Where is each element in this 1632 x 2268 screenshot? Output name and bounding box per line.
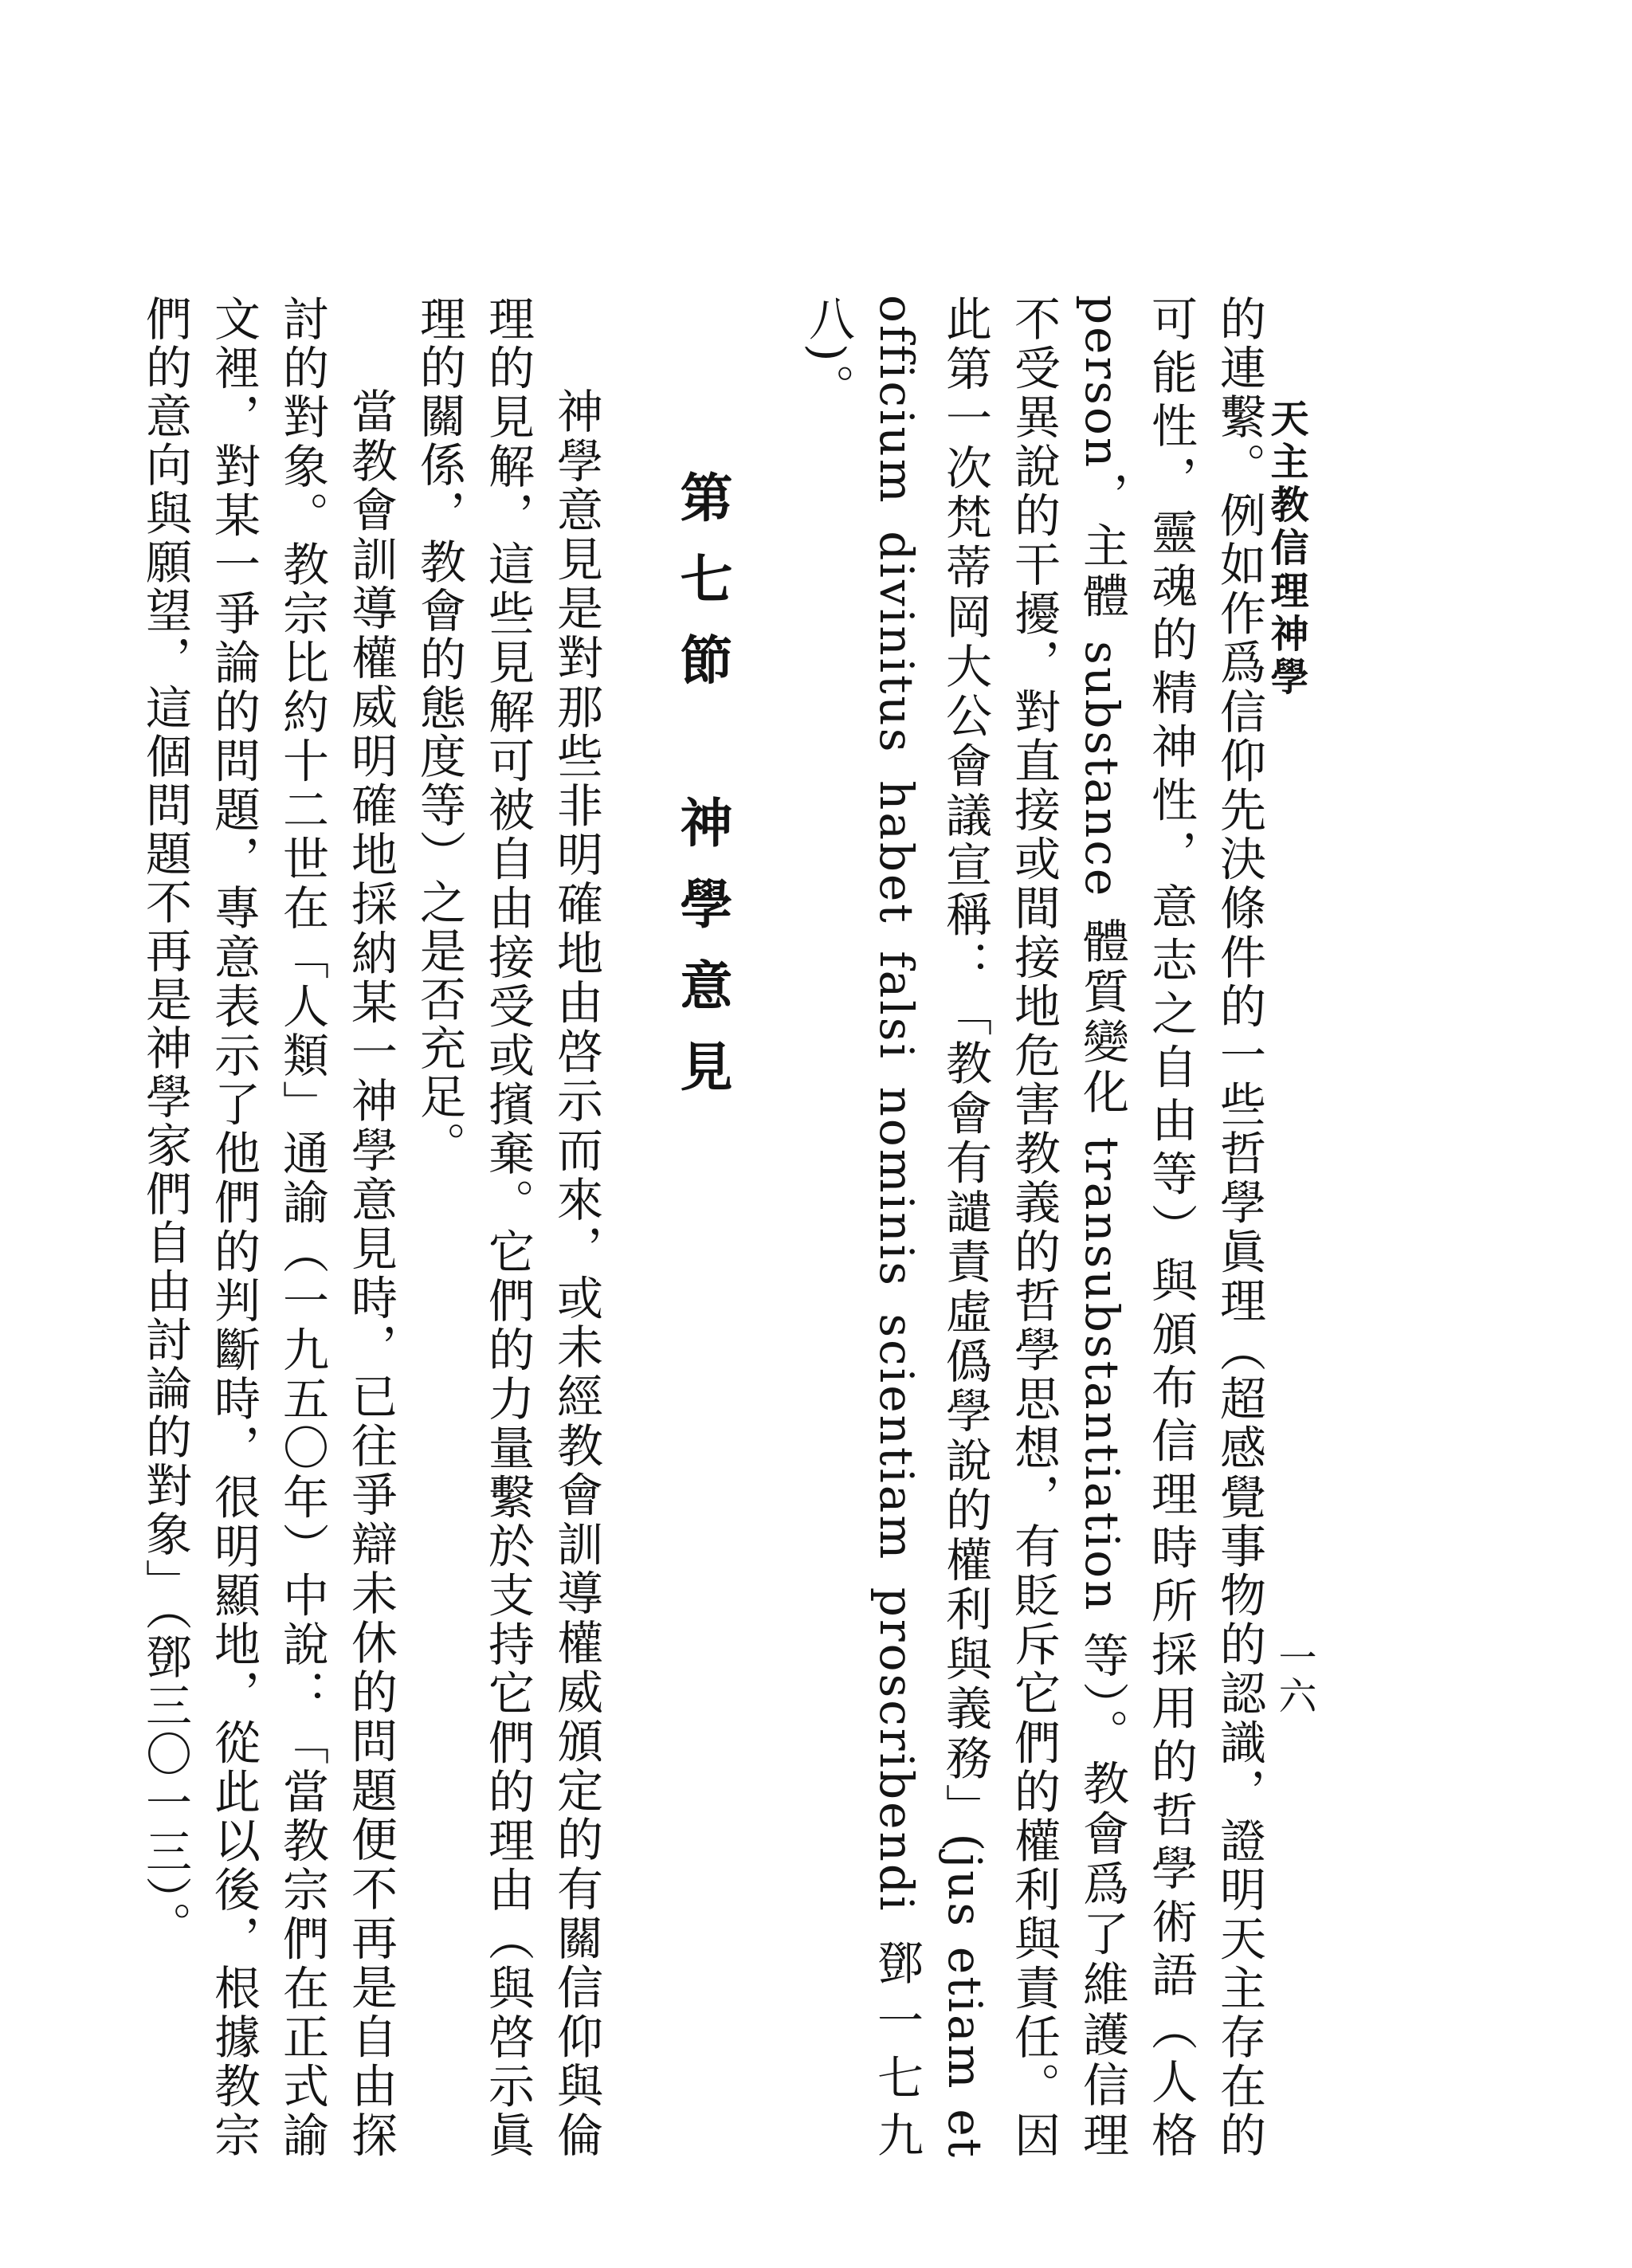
section-heading: 第七節 神學意見: [671, 470, 733, 1120]
running-title: 天主教信理神學: [1264, 398, 1308, 700]
paragraph-magisterium: 當教會訓導權威明確地採納某一神學意見時，已往爭辯未休的問題便不再是自由探討的對象。教宗比約十二世在「人類」通諭（一九五〇年）中說：「當教宗們在正式諭文裡，對某一爭論的問題，專意表示了他們的判斷時，很明顯地，從此以後，根據教宗們的意向與願望，這個問題不再是神學家們自由討論的對象」（鄧三〇一三）。: [138, 295, 398, 2160]
body-text: [131, 295, 1273, 2160]
paragraph-continuation: 的連繫。例如作爲信仰先決條件的一些哲學眞理（超感覺事物的認識，證明天主存在的可能性，靈魂的精神性，意志之自由等）與頒布信理時所採用的哲學術語（人格 person，主體 substance 體質變化 transubstantiation 等）。教會爲了維護信理不受異說的干擾，對直接或間接地危害教義的哲學思想，有貶斥它們的權利與責任。因此第一次梵蒂岡大公會議宣稱：「教會有譴責虛僞學說的權利與義務」(jus etiam et officium divinitus habet falsi nominis scientiam proscribendi 鄧一七九八)。: [801, 295, 1266, 2160]
page-number: 一六: [1272, 1638, 1316, 1714]
paragraph-theological-opinion: 神學意見是對那些非明確地由啓示而來，或未經教會訓導權威頒定的有關信仰與倫理的見解，這些見解可被自由接受或擯棄。它們的力量繫於支持它們的理由（與啓示眞理的關係，教會的態度等）之是否充足。: [412, 295, 603, 2160]
